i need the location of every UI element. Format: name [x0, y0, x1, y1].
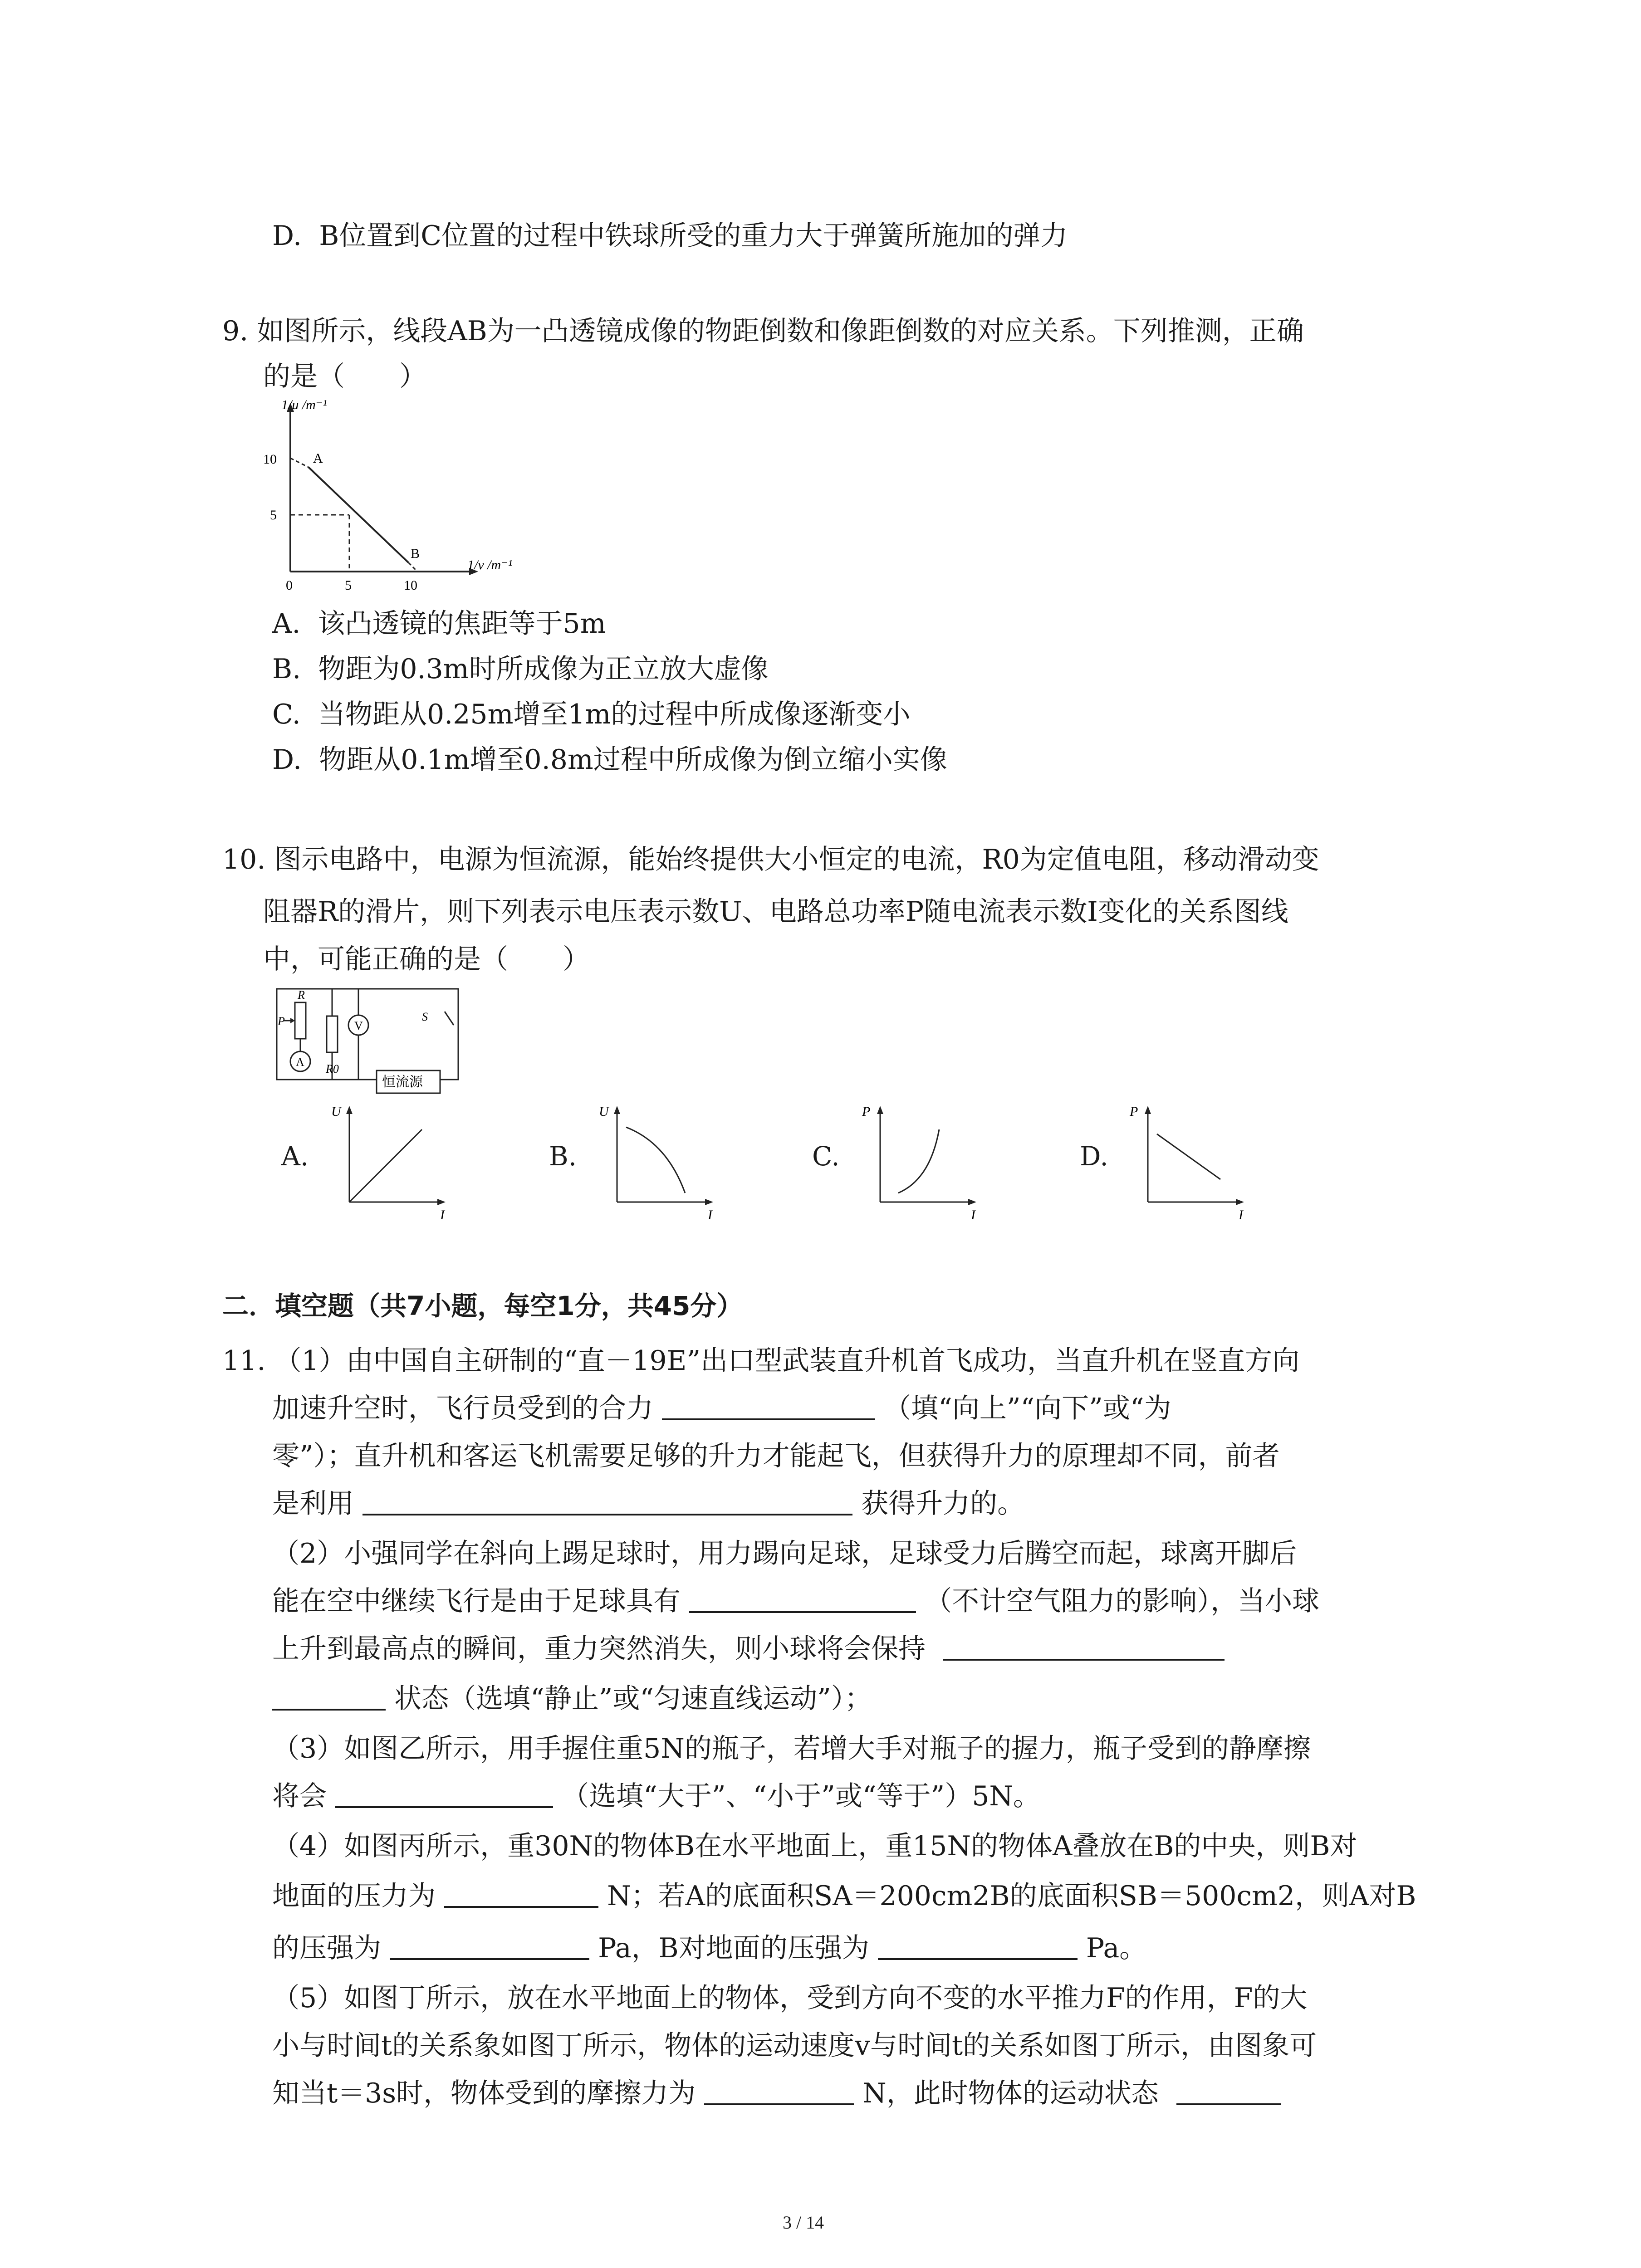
- q9-option-b-text: 物距为0.3m时所成像为正立放大虚像: [318, 653, 769, 685]
- q10-a-x-axis: I: [440, 1207, 445, 1222]
- q10-choice-d-letter: D.: [1080, 1141, 1108, 1172]
- q10-stem-line2: 阻器R的滑片，则下列表示电压表示数U、电路总功率P随电流表示数I变化的关系图线: [263, 896, 1288, 928]
- q11-p4-line2-b: N；若A的底面积SA＝200cm2B的底面积SB＝500cm2，则A对B: [607, 1880, 1416, 1912]
- q11-blank-3[interactable]: [689, 1588, 916, 1613]
- q9-option-d-letter: D.: [272, 744, 302, 776]
- q9-x-label: 1/v /m⁻¹: [467, 557, 512, 572]
- q11-p4-line1: （4）如图丙所示，重30N的物体B在水平地面上，重15N的物体A叠放在B的中央，则B对: [272, 1830, 1357, 1862]
- q11-p2-line4-b: 状态（选填“静止”或“匀速直线运动”）；: [394, 1683, 872, 1715]
- q10-a-line: [349, 1129, 422, 1202]
- q10-label-a: A: [296, 1056, 304, 1069]
- q11-p4-line2: [272, 1882, 1416, 1910]
- q11-p2-line2-a: 能在空中继续飞行是由于足球具有: [272, 1585, 681, 1617]
- q10-choice-d-graph: [1130, 1102, 1257, 1220]
- q11-p3-line2-b: （选填“大于”、“小于”或“等于”）5N。: [562, 1780, 1040, 1812]
- q10-choice-b-graph: [599, 1102, 726, 1220]
- q10-a-y-axis: U: [331, 1104, 341, 1119]
- q9-option-c-letter: C.: [272, 699, 301, 730]
- q9-option-a-letter: A.: [272, 608, 301, 640]
- q10-label-v: V: [354, 1019, 363, 1032]
- q10-label-p: P: [278, 1015, 285, 1028]
- q11-blank-5[interactable]: [335, 1783, 553, 1808]
- q11-p1-line2-a: 加速升空时，飞行员受到的合力: [272, 1393, 653, 1424]
- q11-p1-line3: 零”）；直升机和客运飞机需要足够的升力才能起飞，但获得升力的原理却不同，前者: [272, 1440, 1280, 1472]
- q11-p1-line4-b: 获得升力的。: [861, 1488, 1025, 1520]
- q9-option-b: [272, 655, 769, 683]
- q10-b-curve: [626, 1127, 685, 1193]
- q9-option-c-text: 当物距从0.25m增至1m的过程中所成像逐渐变小: [318, 699, 911, 730]
- q11-p4-line3-b: Pa，B对地面的压强为: [598, 1932, 869, 1964]
- q11-p3-line2-a: 将会: [272, 1780, 327, 1812]
- q11-blank-9[interactable]: [704, 2080, 854, 2105]
- q9-tick-x0: 0: [286, 578, 293, 593]
- q11-p2-line2-b: （不计空气阻力的影响），当小球: [925, 1585, 1320, 1617]
- q11-blank-4[interactable]: [943, 1635, 1225, 1661]
- q10-choice-c-letter: C.: [812, 1141, 840, 1172]
- q11-p5-line3: [272, 2077, 1281, 2109]
- q9-tick-x5: 5: [345, 578, 352, 593]
- q11-p5-line3-a: 知当t＝3s时，物体受到的摩擦力为: [272, 2077, 696, 2109]
- q11-p1-line1: 11. （1）由中国自主研制的“直－19E”出口型武装直升机首飞成功，当直升机在竖直方向: [222, 1345, 1300, 1377]
- q11-p5-line3-b: N，此时物体的运动状态: [862, 2077, 1159, 2109]
- section2-title: 二．填空题（共7小题，每空1分，共45分）: [222, 1290, 743, 1321]
- q11-p2-line2: [272, 1585, 1320, 1617]
- q10-d-y-axis: P: [1130, 1104, 1138, 1119]
- q9-option-d-text: 物距从0.1m增至0.8m过程中所成像为倒立缩小实像: [319, 744, 947, 776]
- q10-stem-line3: 中，可能正确的是（ ）: [263, 943, 590, 975]
- q9-stem-line2: 的是（ ）: [263, 361, 426, 392]
- q10-d-x-axis: I: [1239, 1207, 1243, 1222]
- q10-circuit: [272, 984, 472, 1102]
- q11-blank-6[interactable]: [444, 1882, 598, 1908]
- q10-choice-b-letter: B.: [549, 1141, 577, 1172]
- q10-label-r0: R0: [326, 1062, 339, 1075]
- q9-option-a-text: 该凸透镜的焦距等于5m: [318, 608, 606, 640]
- q8-option-d-text: B位置到C位置的过程中铁球所受的重力大于弹簧所施加的弹力: [319, 220, 1068, 252]
- q9-point-b: B: [411, 546, 420, 561]
- q9-option-b-letter: B.: [272, 653, 301, 685]
- q10-source-label: 恒流源: [382, 1075, 423, 1090]
- q10-b-x-axis: I: [708, 1207, 712, 1222]
- q11-p2-line3-a: 上升到最高点的瞬间，重力突然消失，则小球将会保持: [272, 1633, 926, 1665]
- q10-label-s: S: [422, 1010, 428, 1023]
- q10-choice-c-graph: [862, 1102, 989, 1220]
- q11-p5-line1: （5）如图丁所示，放在水平地面上的物体，受到方向不变的水平推力F的作用，F的大: [272, 1982, 1308, 2014]
- q10-c-x-axis: I: [971, 1207, 975, 1222]
- q11-p3-line1: （3）如图乙所示，用手握住重5N的瓶子，若增大手对瓶子的握力，瓶子受到的静摩擦: [272, 1733, 1311, 1765]
- q11-p2-line3: [272, 1633, 1225, 1665]
- q11-p1-line2-b: （填“向上”“向下”或“为: [884, 1393, 1171, 1424]
- q11-p4-line3: [272, 1932, 1147, 1964]
- q11-p2-line4: [272, 1683, 872, 1715]
- q11-blank-4-continued[interactable]: [272, 1685, 386, 1711]
- q11-blank-1[interactable]: [662, 1395, 875, 1420]
- q10-stem-line1: 10. 图示电路中，电源为恒流源，能始终提供大小恒定的电流，R0为定值电阻，移动滑动变: [222, 844, 1319, 875]
- q9-tick-x10: 10: [404, 578, 417, 593]
- q9-tick-y5: 5: [270, 508, 277, 523]
- q10-d-line: [1157, 1134, 1220, 1179]
- q10-b-y-axis: U: [599, 1104, 609, 1119]
- q8-option-d-letter: D.: [272, 220, 302, 252]
- q11-blank-10[interactable]: [1176, 2080, 1281, 2105]
- q9-option-d: [272, 744, 947, 776]
- q9-option-c: [272, 701, 911, 728]
- q11-blank-7[interactable]: [390, 1935, 589, 1960]
- q11-blank-2[interactable]: [362, 1490, 852, 1515]
- q11-p4-line2-a: 地面的压力为: [272, 1880, 436, 1912]
- q11-p1-line4: [272, 1488, 1025, 1520]
- q11-p1-line4-a: 是利用: [272, 1488, 354, 1520]
- page-number: 3 / 14: [783, 2212, 824, 2233]
- q9-tick-y10: 10: [263, 452, 277, 467]
- q9-option-a: [272, 608, 606, 640]
- q9-graph: [254, 399, 535, 599]
- q11-p4-line3-a: 的压强为: [272, 1932, 381, 1964]
- q8-option-d: [272, 220, 1068, 252]
- q10-c-y-axis: P: [862, 1104, 871, 1119]
- q10-c-curve: [898, 1129, 939, 1193]
- q11-p1-line2: [272, 1395, 1171, 1422]
- q11-p5-line2: 小与时间t的关系象如图丁所示，物体的运动速度v与时间t的关系如图丁所示，由图象可: [272, 2030, 1317, 2062]
- q10-choice-a-graph: [331, 1102, 458, 1220]
- q11-p3-line2: [272, 1780, 1040, 1812]
- q11-p2-line1: （2）小强同学在斜向上踢足球时，用力踢向足球，足球受力后腾空而起，球离开脚后: [272, 1538, 1297, 1569]
- q11-blank-8[interactable]: [878, 1935, 1078, 1960]
- q11-p4-line3-c: Pa。: [1086, 1932, 1147, 1964]
- q9-stem-line1: 9. 如图所示，线段AB为一凸透镜成像的物距倒数和像距倒数的对应关系。下列推测，正确: [222, 315, 1304, 347]
- q9-y-label: 1/u /m⁻¹: [281, 397, 327, 412]
- q10-label-r: R: [298, 988, 305, 1002]
- q9-point-a: A: [313, 451, 323, 466]
- q10-choice-a-letter: A.: [281, 1141, 309, 1172]
